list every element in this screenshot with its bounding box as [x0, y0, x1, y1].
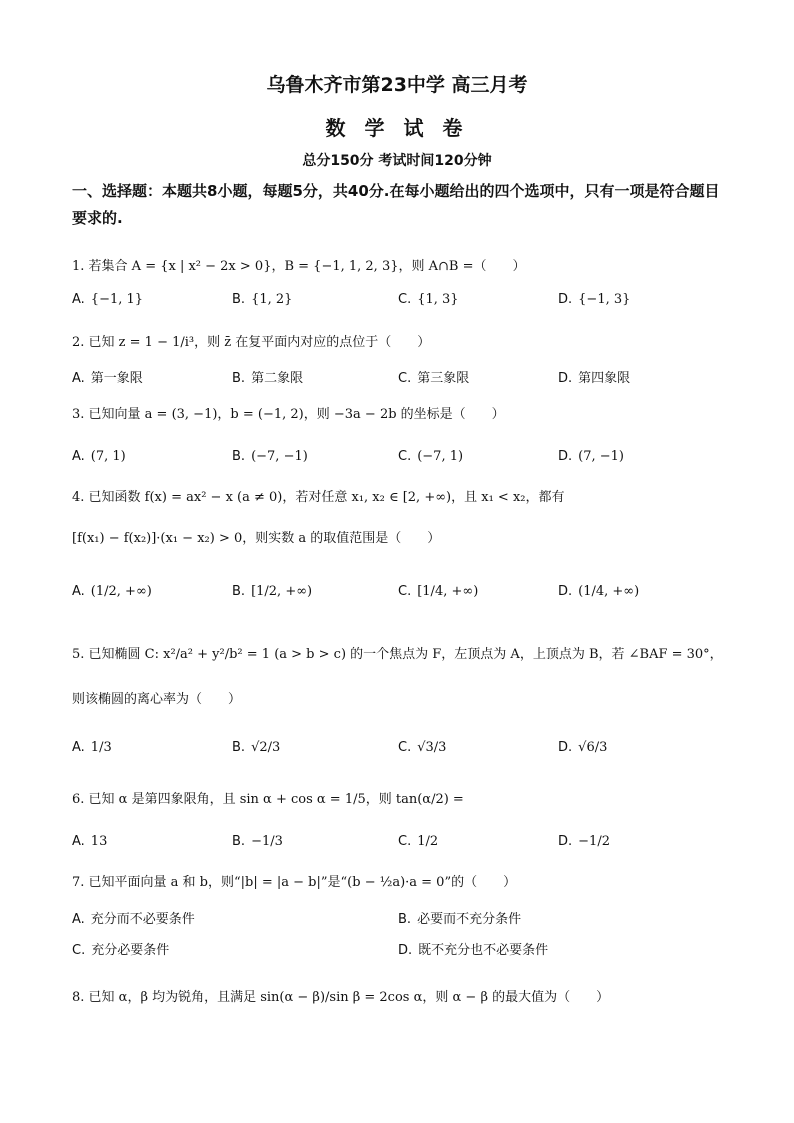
- q2-option-c: C. 第三象限: [398, 371, 470, 386]
- exam-info: 总分150分 考试时间120分钟: [302, 153, 492, 169]
- q4-option-b: B. [1/2, +∞): [232, 584, 313, 599]
- question-8-stem: 8. 已知 α，β 均为锐角，且满足 sin(α − β)/sin β = 2cos α，则 α − β 的最大值为（ ）: [72, 990, 610, 1005]
- section-heading: 一、选择题：本题共8小题，每题5分，共40分.在每小题给出的四个选项中，只有一项是符合题目要求的.: [72, 182, 720, 227]
- q1-option-b: B. {1, 2}: [232, 292, 293, 307]
- question-6-stem: 6. 已知 α 是第四象限角，且 sin α + cos α = 1/5，则 tan(α/2) =: [72, 792, 464, 807]
- question-4-stem-line2: [f(x₁) − f(x₂)]·(x₁ − x₂) > 0，则实数 a 的取值范围是（ ）: [72, 531, 441, 546]
- question-3-stem: 3. 已知向量 a = (3, −1)，b = (−1, 2)，则 −3a − 2b 的坐标是（ ）: [72, 407, 505, 422]
- question-5-stem-line2: 则该椭圆的离心率为（ ）: [72, 692, 242, 707]
- q5-option-a: A. 1/3: [72, 740, 112, 755]
- q1-option-d: D. {−1, 3}: [558, 292, 631, 307]
- school-title: 乌鲁木齐市第23中学 高三月考: [266, 74, 528, 96]
- q3-option-a: A. (7, 1): [72, 449, 126, 464]
- q4-option-a: A. (1/2, +∞): [72, 584, 152, 599]
- question-5-stem: 5. 已知椭圆 C: x²/a² + y²/b² = 1 (a > b > c) 的一个焦点为 F，左顶点为 A，上顶点为 B，若 ∠BAF = 30°，: [72, 647, 723, 662]
- question-1-stem: 1. 若集合 A = {x | x² − 2x > 0}，B = {−1, 1, 2, 3}，则 A∩B =（ ）: [72, 259, 526, 274]
- q1-option-a: A. {−1, 1}: [72, 292, 144, 307]
- q7-option-b: B. 必要而不充分条件: [398, 912, 522, 927]
- q2-option-d: D. 第四象限: [558, 371, 631, 386]
- q2-option-a: A. 第一象限: [72, 371, 143, 386]
- q5-option-d: D. √6/3: [558, 740, 608, 755]
- q7-option-d: D. 既不充分也不必要条件: [398, 943, 549, 958]
- q4-option-d: D. (1/4, +∞): [558, 584, 640, 599]
- q5-option-b: B. √2/3: [232, 740, 281, 755]
- q7-option-c: C. 充分必要条件: [72, 943, 170, 958]
- q2-option-b: B. 第二象限: [232, 371, 304, 386]
- q7-option-a: A. 充分而不必要条件: [72, 912, 195, 927]
- q3-option-c: C. (−7, 1): [398, 449, 464, 464]
- question-4-stem: 4. 已知函数 f(x) = ax² − x (a ≠ 0)，若对任意 x₁, x₂ ∈ [2, +∞)，且 x₁ < x₂，都有: [72, 490, 565, 505]
- subject-title: 数 学 试 卷: [325, 116, 469, 140]
- q3-option-d: D. (7, −1): [558, 449, 624, 464]
- q1-option-c: C. {1, 3}: [398, 292, 459, 307]
- q4-option-c: C. [1/4, +∞): [398, 584, 479, 599]
- q6-option-c: C. 1/2: [398, 834, 439, 849]
- q6-option-d: D. −1/2: [558, 834, 610, 849]
- q5-option-c: C. √3/3: [398, 740, 447, 755]
- q3-option-b: B. (−7, −1): [232, 449, 308, 464]
- q6-option-b: B. −1/3: [232, 834, 283, 849]
- q6-option-a: A. 13: [72, 834, 108, 849]
- question-2-stem: 2. 已知 z = 1 − 1/i³，则 z̄ 在复平面内对应的点位于（ ）: [72, 335, 431, 350]
- question-7-stem: 7. 已知平面向量 a 和 b，则“|b| = |a − b|”是“(b − ½a)·a = 0”的（ ）: [72, 875, 517, 890]
